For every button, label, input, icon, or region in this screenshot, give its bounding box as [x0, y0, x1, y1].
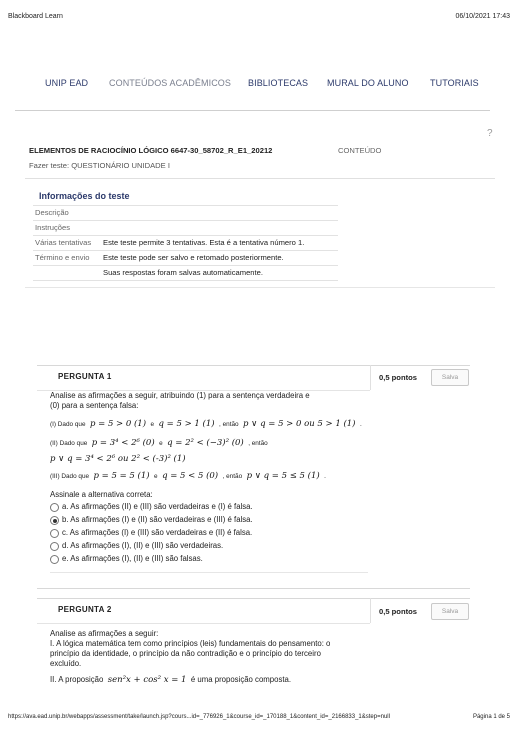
statement-1: [50, 413, 362, 431]
statement-2-then: , então: [248, 440, 268, 447]
footer-page-number: Página 1 de 5: [472, 714, 510, 720]
question-2-line3: excluído.: [50, 659, 82, 668]
info-value-completion: Este teste pode ser salvo e retomado posteriormente.: [103, 253, 284, 262]
statement-1-p: p = 5 > 0 (1): [89, 419, 147, 429]
page-title: Fazer teste: QUESTIONÁRIO UNIDADE I: [29, 161, 170, 170]
statement-2-q: q = 2² < (−3)² (0): [167, 438, 244, 448]
statement-3-end: .: [324, 473, 326, 480]
statement-3-q: q = 5 < 5 (0): [162, 471, 219, 481]
statement-2-conclusion-line: [50, 448, 186, 466]
header-divider: [25, 178, 495, 179]
print-header-title: Blackboard Learn: [8, 13, 63, 20]
nav-divider: [15, 110, 490, 111]
statement-3-p: p = 5 = 5 (1): [93, 471, 150, 481]
option-e[interactable]: [50, 554, 370, 566]
option-e-radio[interactable]: [50, 555, 59, 564]
course-title: ELEMENTOS DE RACIOCÍNIO LÓGICO 6647-30_58702_R_E1_20212: [29, 146, 273, 155]
statement-3-conclusion: p ∨ q = 5 ≤ 5 (1): [246, 471, 320, 481]
nav-item-tutoriais[interactable]: TUTORIAIS: [430, 78, 479, 88]
nav-item-unip-ead[interactable]: UNIP EAD: [45, 78, 89, 88]
header-separator: [370, 598, 371, 623]
question-2-line1: I. A lógica matemática tem como princípios (leis) fundamentais do pensamento: o: [50, 639, 331, 648]
nav-item-conteudos-academicos[interactable]: CONTEÚDOS ACADÊMICOS: [109, 78, 232, 88]
option-c-label[interactable]: c. As afirmações (I) e (III) são verdadeiras e (II) é falsa.: [62, 528, 253, 537]
question-2-intro: Analise as afirmações a seguir:: [50, 629, 159, 638]
options-divider: [50, 572, 368, 573]
option-b-label[interactable]: b. As afirmações (I) e (II) são verdadeiras e (III) é falsa.: [62, 515, 253, 524]
option-e-label[interactable]: e. As afirmações (I), (II) e (III) são falsas.: [62, 554, 203, 563]
test-info-panel: [25, 184, 495, 288]
statement-1-then: , então: [219, 421, 239, 428]
option-c-radio[interactable]: [50, 529, 59, 538]
option-d-radio[interactable]: [50, 542, 59, 551]
option-b[interactable]: [50, 515, 370, 527]
option-a-label[interactable]: a. As afirmações (II) e (III) são verdadeiras e (I) é falsa.: [62, 502, 253, 511]
question-2-line4: [50, 669, 291, 687]
statement-2-conclusion: p ∨ q = 3⁴ < 2⁶ ou 2² < (-3)² (1): [50, 454, 186, 464]
print-header-date: 06/10/2021 17:43: [455, 13, 510, 20]
statement-2-and: e: [159, 440, 163, 447]
question-1-prompt: Assinale a alternativa correta:: [50, 490, 153, 499]
option-b-radio[interactable]: [50, 516, 59, 525]
statement-1-prefix: (I) Dado que: [50, 421, 86, 428]
question-1-intro-line2: (0) para a sentença falsa:: [50, 401, 139, 410]
info-value-attempts: Este teste permite 3 tentativas. Esta é a tentativa número 1.: [103, 238, 305, 247]
info-label-description: Descrição: [35, 208, 69, 217]
question-2-line2: princípio da identidade, o princípio da não contradição e o princípio do terceiro: [50, 649, 321, 658]
top-navigation: [0, 78, 520, 92]
test-info-title: Informações do teste: [39, 191, 130, 201]
breadcrumb-section[interactable]: CONTEÚDO: [338, 146, 382, 155]
autosave-note: Suas respostas foram salvas automaticamente.: [103, 268, 263, 277]
question-2-line4-prefix: II. A proposição: [50, 675, 104, 684]
header-separator: [370, 365, 371, 390]
help-icon[interactable]: ?: [487, 128, 493, 139]
statement-2-prefix: (II) Dado que: [50, 440, 88, 447]
statement-3-then: , então: [222, 473, 243, 480]
footer-url: https://ava.ead.unip.br/webapps/assessment/take/launch.jsp?cours...id=_776926_1&course_id=_170188_1&content_id=_2166833_1&step=null: [8, 714, 390, 720]
statement-3: [50, 465, 326, 483]
option-c[interactable]: [50, 528, 370, 540]
statement-3-prefix: (III) Dado que: [50, 473, 90, 480]
statement-2-p: p = 3⁴ < 2⁶ (0): [91, 438, 155, 448]
option-a-radio[interactable]: [50, 503, 59, 512]
option-d-label[interactable]: d. As afirmações (I), (II) e (III) são verdadeiras.: [62, 541, 224, 550]
info-label-completion: Término e envio: [35, 253, 90, 262]
statement-3-and: e: [154, 473, 158, 480]
question-1-intro-line1: Analise as afirmações a seguir, atribuindo (1) para a sentença verdadeira e: [50, 391, 310, 400]
nav-item-bibliotecas[interactable]: BIBLIOTECAS: [248, 78, 309, 88]
question-2-points: 0,5 pontos: [379, 607, 417, 616]
nav-item-mural-do-aluno[interactable]: MURAL DO ALUNO: [327, 78, 409, 88]
question-1-title: PERGUNTA 1: [58, 372, 112, 381]
question-1-points: 0,5 pontos: [379, 373, 417, 382]
statement-1-end: .: [359, 421, 362, 428]
question-2-save-button[interactable]: Salva: [431, 603, 469, 620]
info-label-instructions: Instruções: [35, 223, 71, 232]
question-2-line4-math: sen²x + cos² x = 1: [107, 675, 187, 685]
info-label-attempts: Várias tentativas: [35, 238, 92, 247]
question-2-title: PERGUNTA 2: [58, 605, 112, 614]
statement-1-conclusion: p ∨ q = 5 > 0 ou 5 > 1 (1): [243, 419, 356, 429]
question-1-save-button[interactable]: Salva: [431, 369, 469, 386]
option-a[interactable]: [50, 502, 370, 514]
option-d[interactable]: [50, 541, 370, 553]
question-2-line4-suffix: é uma proposição composta.: [190, 675, 292, 684]
statement-1-and: e: [150, 421, 155, 428]
statement-1-q: q = 5 > 1 (1): [158, 419, 215, 429]
